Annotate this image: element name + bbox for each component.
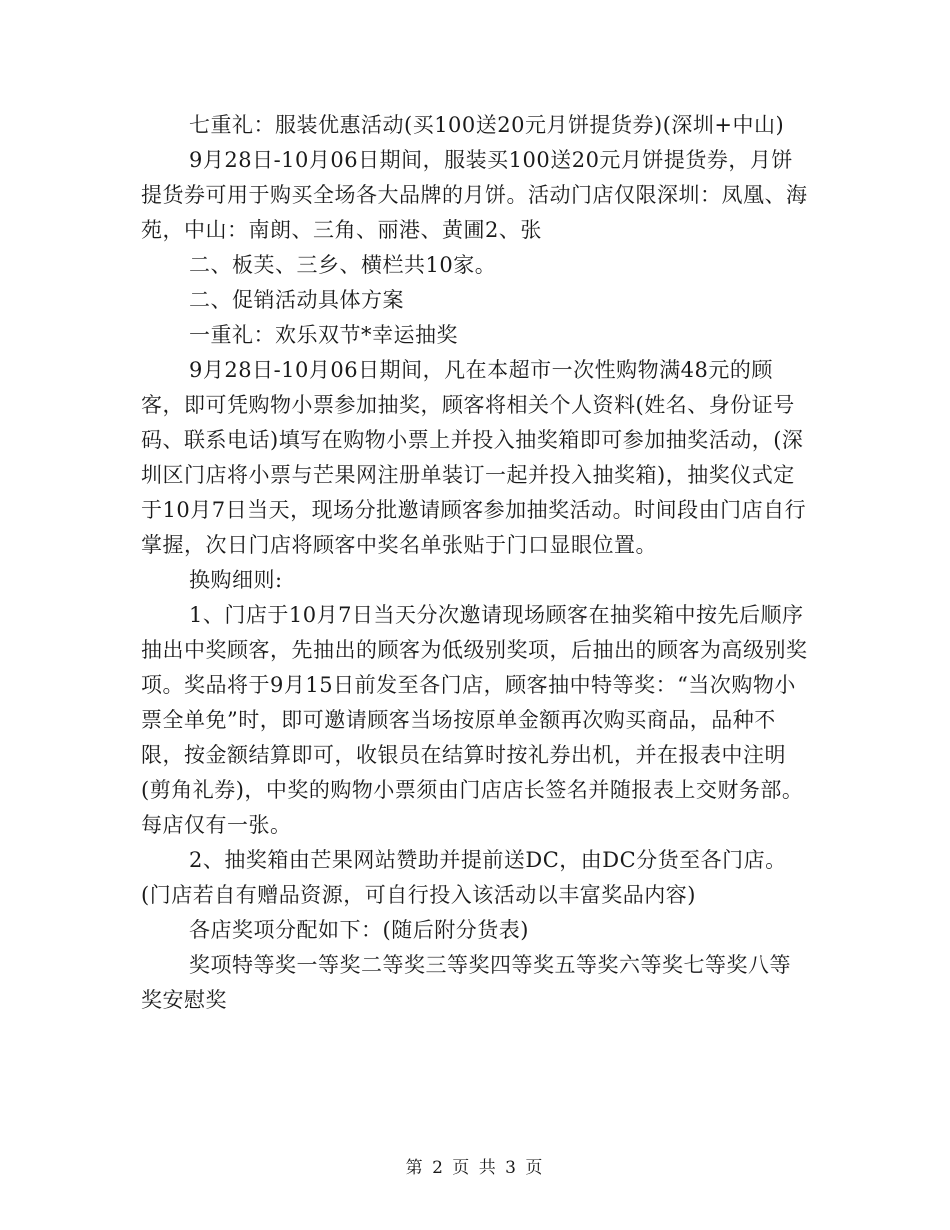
paragraph-rule-1: 1、门店于10月7日当天分次邀请现场顾客在抽奖箱中按先后顺序抽出中奖顾客，先抽出的顾客为低级别奖项，后抽出的顾客为高级别奖项。奖品将于9月15日前发至各门店，顾客抽中特等奖：“当次购物小票全单免”时，即可邀请顾客当场按原单金额再次购买商品，品种不限，按金额结算即可，收银员在结算时按礼券出机，并在报表中注明(剪角礼券)，中奖的购物小票须由门店店长签名并随报表上交财务部。每店仅有一张。 xyxy=(141,603,808,837)
paragraph-prize-allocation: 各店奖项分配如下：(随后附分货表) xyxy=(189,918,529,942)
section-heading-promotion-plan: 二、促销活动具体方案 xyxy=(189,288,404,312)
paragraph-exchange-rules-heading: 换购细则: xyxy=(189,568,283,592)
paragraph-seventh-gift-details: 9月28日-10月06日期间，服装买100送20元月饼提货券，月饼提货券可用于购买全场各大品牌的月饼。活动门店仅限深圳：凤凰、海苑，中山：南朗、三角、丽港、黄圃2、张 xyxy=(141,148,808,242)
paragraph-first-gift-title: 一重礼：欢乐双节*幸运抽奖 xyxy=(189,323,458,347)
document-body xyxy=(141,108,809,1018)
paragraph-prize-list: 奖项特等奖一等奖二等奖三等奖四等奖五等奖六等奖七等奖八等奖安慰奖 xyxy=(141,953,791,1012)
paragraph-lottery-details: 9月28日-10月06日期间，凡在本超市一次性购物满48元的顾客，即可凭购物小票参加抽奖，顾客将相关个人资料(姓名、身份证号码、联系电话)填写在购物小票上并投入抽奖箱即可参加抽奖活动，(深圳区门店将小票与芒果网注册单装订一起并投入抽奖箱)，抽奖仪式定于10月7日当天，现场分批邀请顾客参加抽奖活动。时间段由门店自行掌握，次日门店将顾客中奖名单张贴于门口显眼位置。 xyxy=(141,358,807,557)
paragraph-seventh-gift-title: 七重礼：服装优惠活动(买100送20元月饼提货券)(深圳+中山) xyxy=(189,113,785,137)
paragraph-store-list-continued: 二、板芙、三乡、横栏共10家。 xyxy=(189,253,497,277)
page-number-footer: 第 2 页 共 3 页 xyxy=(405,1158,545,1178)
paragraph-rule-2: 2、抽奖箱由芒果网站赞助并提前送DC，由DC分货至各门店。(门店若自有赠品资源，可自行投入该活动以丰富奖品内容) xyxy=(141,848,787,907)
